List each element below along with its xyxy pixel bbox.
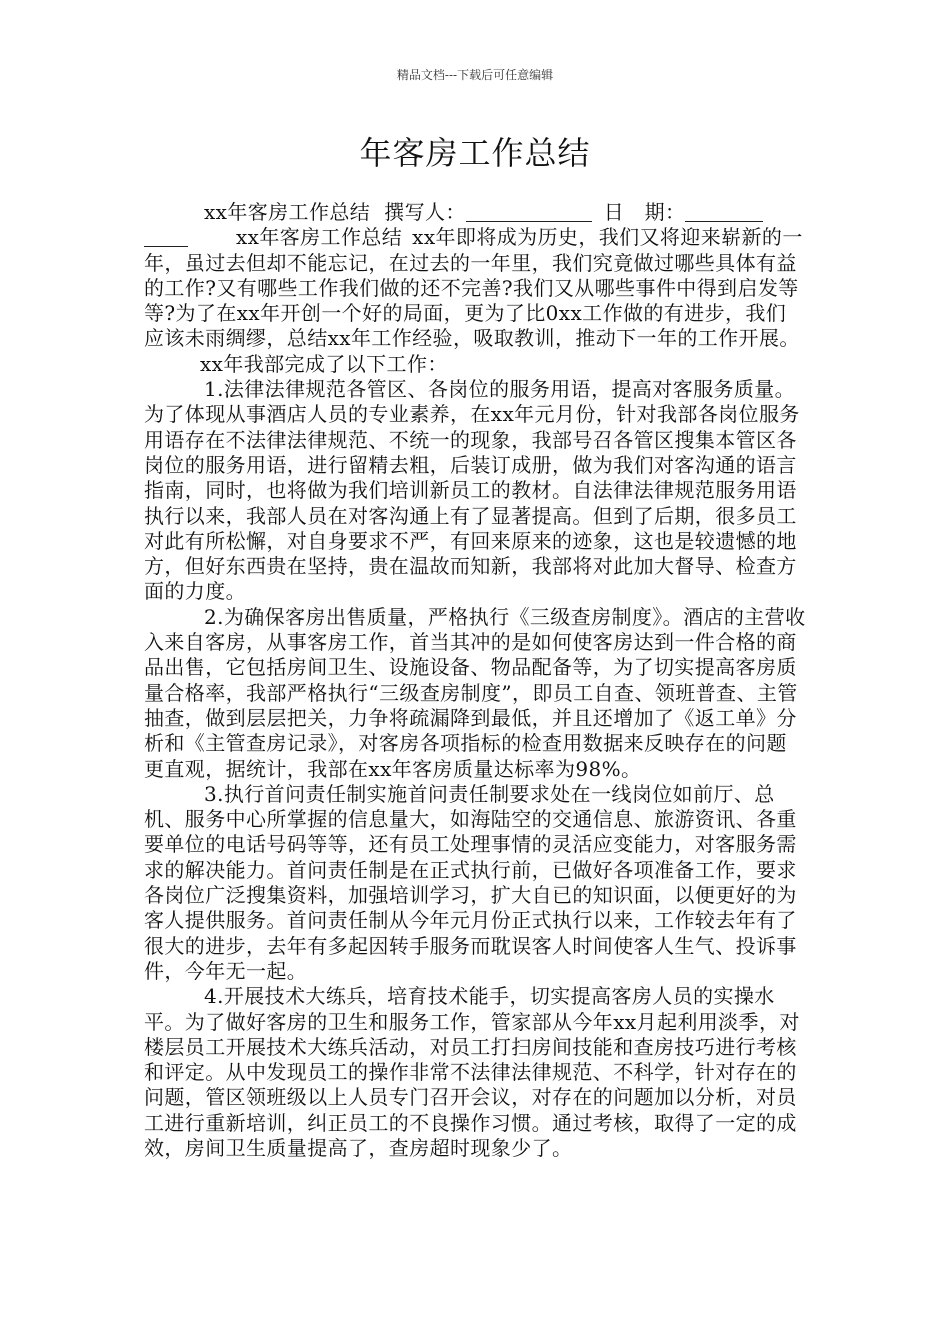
item-2-paragraph: 2.为确保客房出售质量，严格执行《三级查房制度》。酒店的主营收入来自客房，从事客房工作，首当其冲的是如何使客房达到一件合格的商品出售，它包括房间卫生、设施设备、物品配备等，为了切实提高客房质量合格率，我部严格执行“三级查房制度”，即员工自查、领班普查、主管抽查，做到层层把关，力争将疏漏降到最低，并且还增加了《返工单》分析和《主管查房记录》，对客房各项指标的检查用数据来反映存在的问题更直观，据统计，我部在xx年客房质量达标率为98%。 bbox=[144, 604, 806, 781]
date-label: 日 期： bbox=[603, 200, 686, 224]
intro-text: xx年即将成为历史，我们又将迎来崭新的一年，虽过去但却不能忘记，在过去的一年里，我们究竟做过哪些具体有益的工作?又有哪些工作我们做的还不完善?我们又从哪些事件中得到启发等等?为了在xx年开创一个好的局面，更为了比0xx工作做的有进步，我们应该未雨绸缪，总结xx年工作经验，吸取教训，推动下一年的工作开展。 bbox=[144, 225, 803, 351]
author-label: 撰写人： bbox=[384, 200, 466, 224]
date-blank-cont bbox=[144, 226, 188, 247]
summary-paragraph: xx年我部完成了以下工作： bbox=[200, 351, 448, 376]
intro-paragraph bbox=[144, 200, 806, 352]
item-3-paragraph: 3.执行首问责任制实施首问责任制要求处在一线岗位如前厅、总机、服务中心所掌握的信息量大，如海陆空的交通信息、旅游资讯、各重要单位的电话号码等等，还有员工处理事情的灵活应变能力，对客服务需求的解决能力。首问责任制是在正式执行前，已做好各项准备工作，要求各岗位广泛搜集资料，加强培训学习，扩大自已的知识面，以便更好的为客人提供服务。首问责任制从今年元月份正式执行以来，工作较去年有了很大的进步，去年有多起因转手服务而耽误客人时间使客人生气、投诉事件，今年无一起。 bbox=[144, 781, 797, 983]
intro-title: xx年客房工作总结 bbox=[236, 225, 403, 250]
page-header: 精品文档---下载后可任意编辑 bbox=[396, 68, 554, 82]
item-4-paragraph: 4.开展技术大练兵，培育技术能手，切实提高客房人员的实操水平。为了做好客房的卫生和服务工作，管家部从今年xx月起利用淡季，对楼层员工开展技术大练兵活动，对员工打扫房间技能和查房技巧进行考核和评定。从中发现员工的操作非常不法律法律规范、不科学，针对存在的问题，管区领班级以上人员专门召开会议，对存在的问题加以分析，对员工进行重新培训，纠正员工的不良操作习惯。通过考核，取得了一定的成效，房间卫生质量提高了，查房超时现象少了。 bbox=[144, 984, 800, 1160]
document-title: 年客房工作总结 bbox=[359, 134, 591, 172]
document-body bbox=[144, 200, 806, 1161]
date-blank bbox=[685, 201, 763, 222]
doc-subtitle: xx年客房工作总结 bbox=[204, 200, 371, 224]
item-1-paragraph: 1.法律法律规范各管区、各岗位的服务用语，提高对客服务质量。为了体现从事酒店人员的专业素养，在xx年元月份，针对我部各岗位服务用语存在不法律法律规范、不统一的现象，我部号召各管区搜集本管区各岗位的服务用语，进行留精去粗，后装订成册，做为我们对客沟通的语言指南，同时，也将做为我们培训新员工的教材。自法律法律规范服务用语执行以来，我部人员在对客沟通上有了显著提高。但到了后期，很多员工对此有所松懈，对自身要求不严，有回来原来的迹象，这也是较遗憾的地方，但好东西贵在坚持，贵在温故而知新，我部将对此加大督导、检查方面的力度。 bbox=[144, 377, 800, 604]
author-blank bbox=[466, 201, 592, 222]
